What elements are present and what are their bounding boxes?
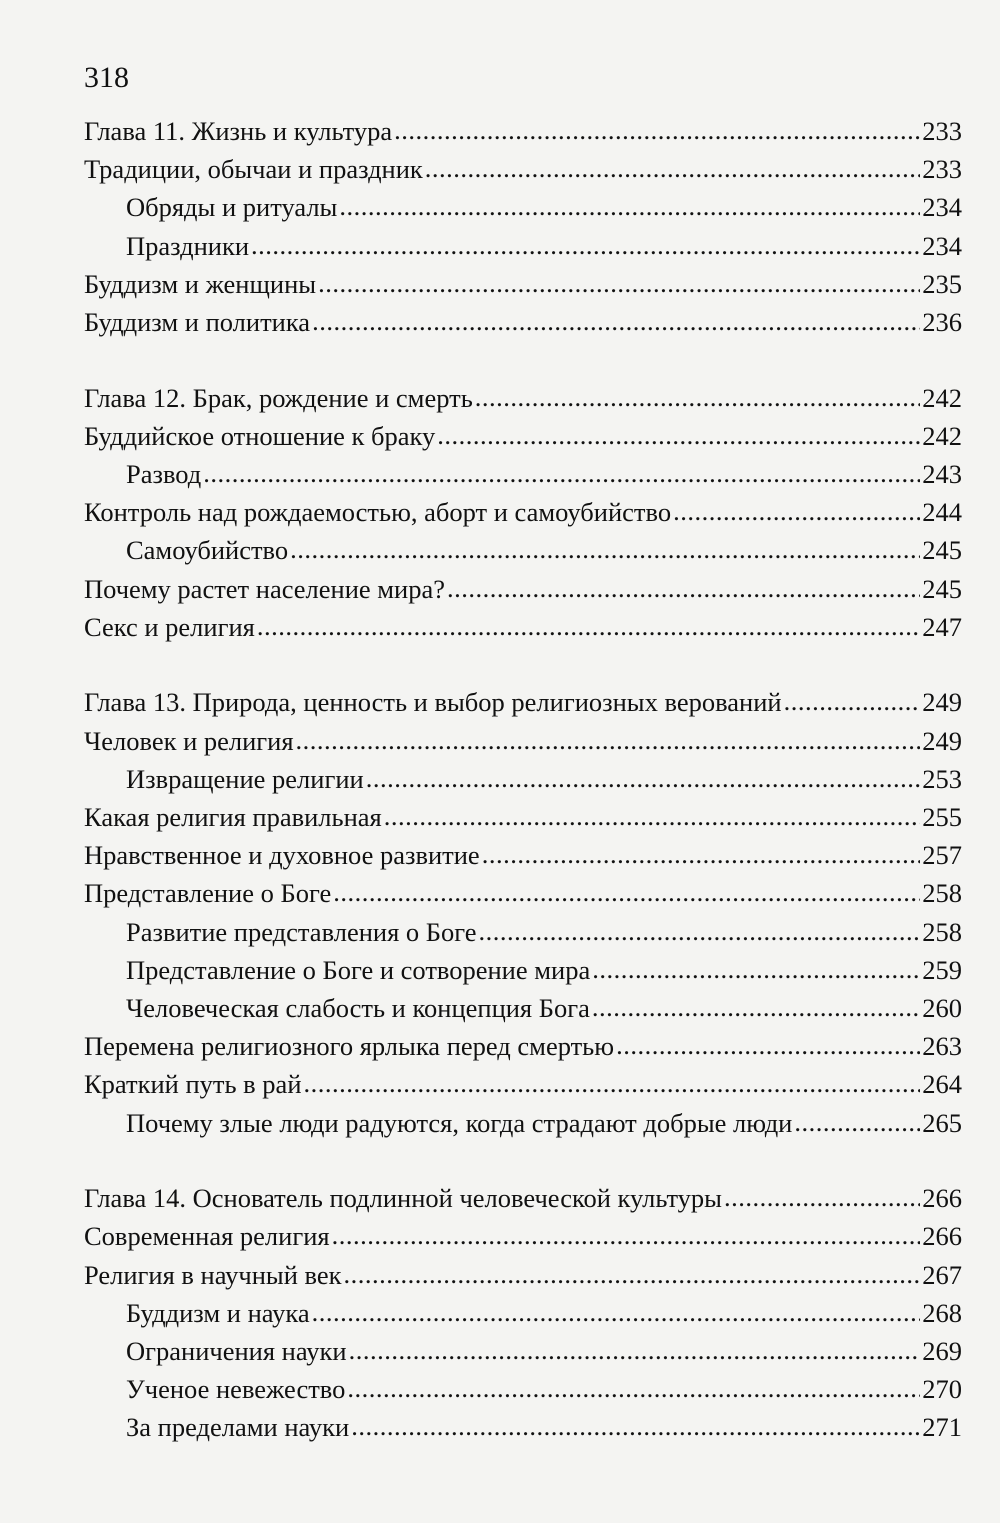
dot-leader xyxy=(784,682,921,720)
toc-entry-page: 266 xyxy=(922,1221,962,1252)
toc-entry xyxy=(84,1065,962,1103)
dot-leader xyxy=(425,149,920,187)
dot-leader xyxy=(384,797,921,835)
toc-subentry xyxy=(84,1294,962,1332)
toc-entry-title: Человек и религия xyxy=(84,725,294,756)
toc-entry-title: Нравственное и духовное развитие xyxy=(84,840,480,871)
toc-entry-page: 234 xyxy=(922,230,962,261)
dot-leader xyxy=(437,416,920,454)
toc-entry-page: 259 xyxy=(922,954,962,985)
dot-leader xyxy=(251,226,920,264)
toc-entry-page: 263 xyxy=(922,1031,962,1062)
toc-section xyxy=(84,379,962,646)
toc-entry-page: 236 xyxy=(922,306,962,337)
toc-entry-title: Глава 13. Природа, ценность и выбор религиозных верований xyxy=(84,687,782,718)
toc-entry xyxy=(84,683,962,721)
toc-entry-title: Ученое невежество xyxy=(126,1374,346,1405)
dot-leader xyxy=(592,988,920,1026)
dot-leader xyxy=(333,873,920,911)
toc-entry-page: 245 xyxy=(922,535,962,566)
dot-leader xyxy=(592,950,920,988)
dot-leader xyxy=(318,264,920,302)
dot-leader xyxy=(312,1293,921,1331)
toc-entry xyxy=(84,608,962,646)
toc-entry-title: Человеческая слабость и концепция Бога xyxy=(126,992,590,1023)
toc-entry-page: 255 xyxy=(922,802,962,832)
toc-entry-page: 249 xyxy=(922,687,962,718)
toc-entry-title: Глава 14. Основатель подлинной человеческой культуры xyxy=(84,1183,722,1214)
dot-leader xyxy=(347,1369,920,1407)
toc-entry-title: Глава 12. Брак, рождение и смерть xyxy=(84,382,473,413)
dot-leader xyxy=(344,1255,921,1293)
toc-subentry xyxy=(84,1408,962,1446)
toc-entry-title: Буддийское отношение к браку xyxy=(84,420,436,451)
toc-entry-title: Краткий путь в рай xyxy=(84,1069,302,1100)
toc-entry-page: 235 xyxy=(922,268,962,299)
toc-entry-title: Ограничения науки xyxy=(126,1335,347,1366)
toc-entry-page: 267 xyxy=(922,1259,962,1290)
toc-entry-page: 266 xyxy=(922,1183,962,1214)
dot-leader xyxy=(475,378,920,416)
toc-subentry xyxy=(84,1370,962,1408)
toc-entry-title: Современная религия xyxy=(84,1221,330,1252)
toc-entry-title: Представление о Боге и сотворение мира xyxy=(126,954,591,985)
toc-subentry xyxy=(84,913,962,951)
toc-entry xyxy=(84,417,962,455)
toc-section xyxy=(84,1179,962,1446)
toc-subentry xyxy=(84,989,962,1027)
dot-leader xyxy=(290,530,920,568)
toc-entry-page: 258 xyxy=(922,878,962,909)
dot-leader xyxy=(447,569,920,607)
dot-leader xyxy=(349,1331,921,1369)
toc-entry-title: Буддизм и наука xyxy=(126,1297,310,1328)
toc-entry-title: Какая религия правильная xyxy=(84,802,382,832)
toc-entry-title: Почему растет население мира? xyxy=(84,573,446,604)
toc-entry xyxy=(84,303,962,341)
toc-entry-page: 260 xyxy=(922,992,962,1023)
toc-entry xyxy=(84,1179,962,1217)
toc-section xyxy=(84,683,962,1141)
toc-entry-title: Развитие представления о Боге xyxy=(126,916,477,947)
toc-entry-page: 271 xyxy=(922,1412,962,1443)
toc-entry-title: Самоубийство xyxy=(126,535,289,566)
toc-entry xyxy=(84,1027,962,1065)
dot-leader xyxy=(482,835,921,873)
toc-entry xyxy=(84,1256,962,1294)
dot-leader xyxy=(724,1178,920,1216)
dot-leader xyxy=(351,1407,920,1445)
dot-leader xyxy=(332,1216,921,1254)
toc-entry-page: 258 xyxy=(922,916,962,947)
toc-entry xyxy=(84,570,962,608)
toc-entry-page: 244 xyxy=(922,497,962,528)
dot-leader xyxy=(794,1103,920,1141)
toc-entry-title: Глава 11. Жизнь и культура xyxy=(84,116,393,146)
toc-entry-page: 270 xyxy=(922,1374,962,1405)
toc-entry-page: 242 xyxy=(922,420,962,451)
toc-entry xyxy=(84,1217,962,1255)
toc-subentry xyxy=(84,760,962,798)
toc-entry-title: Традиции, обычаи и праздник xyxy=(84,154,423,185)
table-of-contents xyxy=(84,112,962,1447)
toc-entry-title: Буддизм и женщины xyxy=(84,268,317,299)
toc-entry xyxy=(84,493,962,531)
toc-entry xyxy=(84,112,962,150)
toc-entry xyxy=(84,874,962,912)
toc-entry-page: 265 xyxy=(922,1107,962,1138)
dot-leader xyxy=(304,1064,921,1102)
toc-entry-title: Контроль над рождаемостью, аборт и самоубийство xyxy=(84,497,672,528)
toc-entry-page: 249 xyxy=(922,725,962,756)
toc-entry-title: Секс и религия xyxy=(84,611,255,642)
toc-entry-title: Почему злые люди радуются, когда страдают добрые люди xyxy=(126,1107,793,1138)
toc-entry xyxy=(84,150,962,188)
toc-subentry xyxy=(84,1332,962,1370)
toc-subentry xyxy=(84,951,962,989)
toc-entry-title: Праздники xyxy=(126,230,250,261)
toc-subentry xyxy=(84,188,962,226)
toc-entry-page: 269 xyxy=(922,1335,962,1366)
toc-entry xyxy=(84,265,962,303)
toc-entry-page: 233 xyxy=(922,154,962,185)
toc-entry-title: Обряды и ритуалы xyxy=(126,192,338,223)
dot-leader xyxy=(203,454,920,492)
toc-entry-title: Буддизм и политика xyxy=(84,306,311,337)
toc-entry xyxy=(84,798,962,836)
toc-entry-page: 233 xyxy=(922,116,962,146)
toc-entry-page: 268 xyxy=(922,1297,962,1328)
toc-entry-title: Перемена религиозного ярлыка перед смертью xyxy=(84,1031,615,1062)
toc-entry xyxy=(84,379,962,417)
dot-leader xyxy=(339,187,920,225)
dot-leader xyxy=(296,721,921,759)
dot-leader xyxy=(673,492,920,530)
toc-entry-page: 247 xyxy=(922,611,962,642)
toc-entry-page: 264 xyxy=(922,1069,962,1100)
toc-entry-title: Извращение религии xyxy=(126,763,364,794)
dot-leader xyxy=(312,302,920,340)
toc-entry-page: 245 xyxy=(922,573,962,604)
dot-leader xyxy=(616,1026,920,1064)
toc-entry xyxy=(84,836,962,874)
toc-entry-page: 234 xyxy=(922,192,962,223)
toc-subentry xyxy=(84,1104,962,1142)
toc-subentry xyxy=(84,531,962,569)
toc-section xyxy=(84,112,962,341)
toc-subentry xyxy=(84,455,962,493)
dot-leader xyxy=(366,759,921,797)
toc-entry-title: За пределами науки xyxy=(126,1412,350,1443)
toc-entry-page: 242 xyxy=(922,382,962,413)
toc-entry-title: Развод xyxy=(126,459,202,489)
dot-leader xyxy=(257,607,920,645)
toc-entry-title: Представление о Боге xyxy=(84,878,332,909)
toc-entry-title: Религия в научный век xyxy=(84,1259,342,1290)
toc-subentry xyxy=(84,227,962,265)
page-number: 318 xyxy=(84,61,129,94)
toc-entry-page: 243 xyxy=(922,459,962,489)
toc-entry-page: 253 xyxy=(922,763,962,794)
toc-entry xyxy=(84,722,962,760)
dot-leader xyxy=(479,912,921,950)
toc-entry-page: 257 xyxy=(922,840,962,871)
dot-leader xyxy=(394,111,920,149)
